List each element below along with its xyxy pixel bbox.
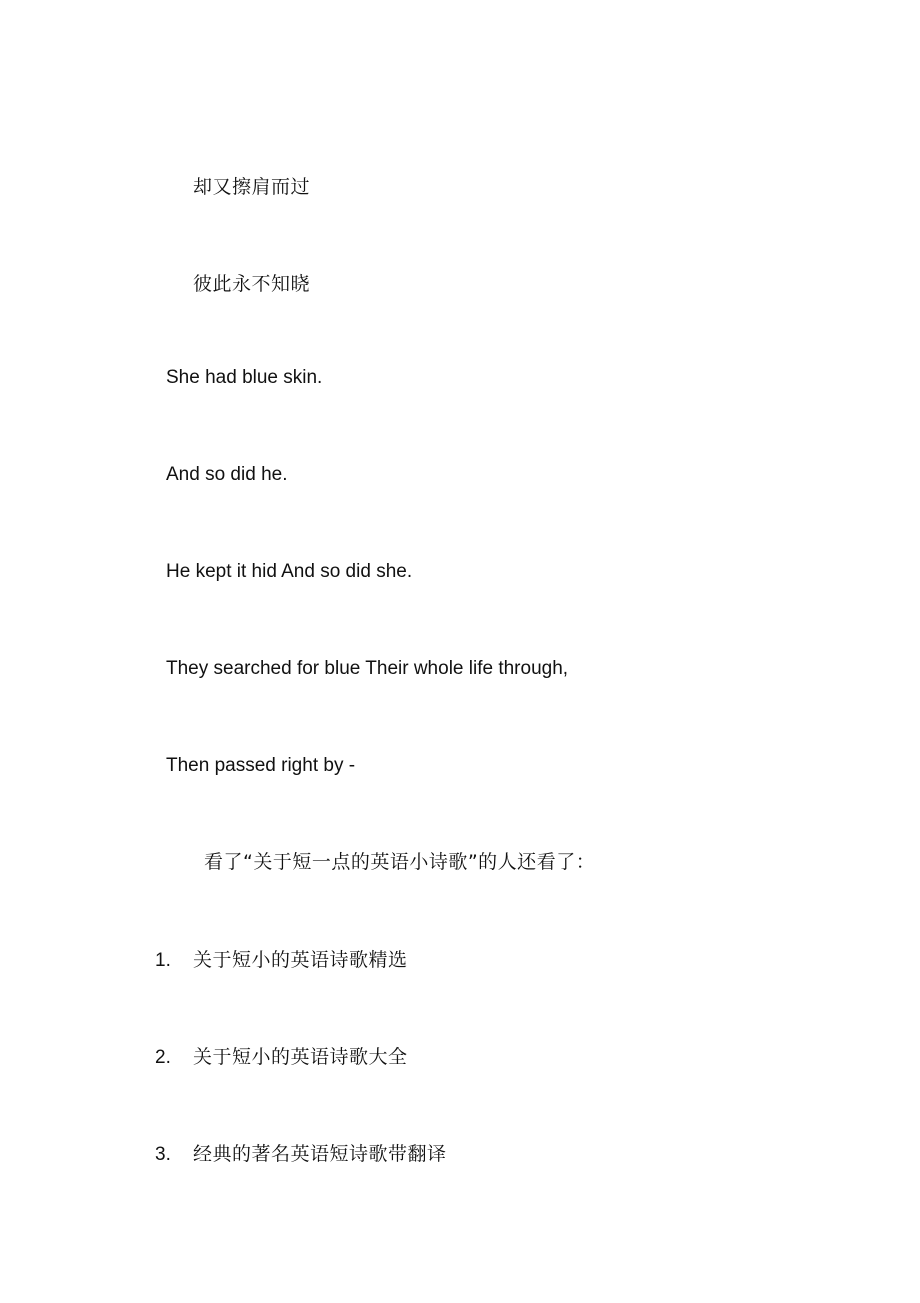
related-item-number: 2. (155, 1047, 171, 1068)
related-item-2[interactable] (155, 1045, 408, 1070)
related-heading: 看了“关于短一点的英语小诗歌”的人还看了： (204, 851, 596, 873)
poem-cn-line-1: 却又擦肩而过 (193, 176, 311, 198)
related-item-link[interactable]: 经典的著名英语短诗歌带翻译 (193, 1143, 447, 1165)
poem-en-line-5: Then passed right by - (166, 755, 356, 776)
related-item-1[interactable] (155, 948, 408, 973)
related-item-link[interactable]: 关于短小的英语诗歌大全 (193, 1046, 408, 1068)
poem-en-line-1: She had blue skin. (166, 367, 323, 388)
related-item-number: 1. (155, 950, 171, 971)
related-item-link[interactable]: 关于短小的英语诗歌精选 (193, 949, 408, 971)
poem-en-line-4: They searched for blue Their whole life through, (166, 658, 569, 679)
related-item-number: 3. (155, 1144, 171, 1165)
poem-en-line-2: And so did he. (166, 464, 288, 485)
related-item-3[interactable] (155, 1142, 447, 1167)
poem-cn-line-2: 彼此永不知晓 (193, 273, 311, 295)
poem-en-line-3: He kept it hid And so did she. (166, 561, 413, 582)
